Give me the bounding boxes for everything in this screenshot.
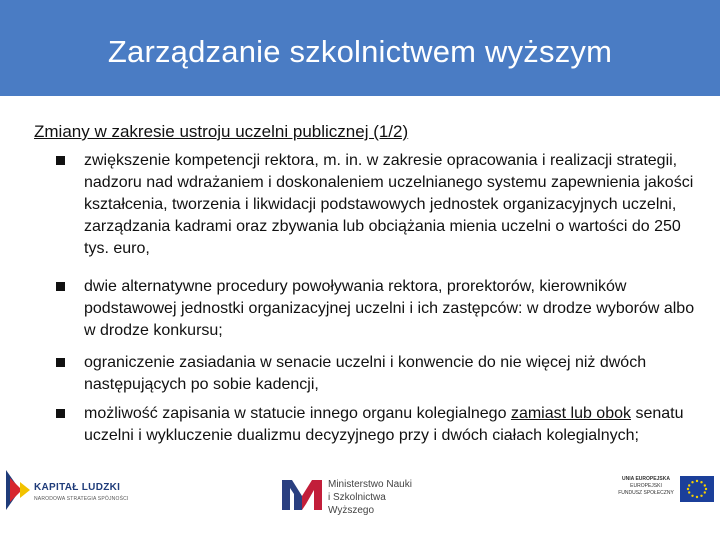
bullet-item [56, 276, 696, 342]
square-bullet-icon [56, 156, 65, 165]
eu-text [614, 476, 678, 497]
kapital-ludzki-logo [4, 468, 154, 524]
eu-logo [614, 474, 718, 520]
eu-flag-icon [680, 476, 714, 502]
ministry-line1: Ministerstwo Nauki [328, 479, 412, 490]
ministry-logo [282, 474, 422, 524]
kapital-ludzki-title: KAPITAŁ LUDZKI [34, 482, 121, 493]
square-bullet-icon [56, 282, 65, 291]
ministry-emblem-icon [282, 480, 322, 510]
footer-logos [0, 462, 720, 540]
kapital-ludzki-emblem-icon [4, 468, 32, 512]
ministry-text [328, 478, 422, 517]
slide-title: Zarządzanie szkolnictwem wyższym [107, 34, 613, 69]
eu-line1: UNIA EUROPEJSKA [622, 476, 670, 482]
bullet-item [56, 352, 696, 396]
kapital-ludzki-subtitle: NARODOWA STRATEGIA SPÓJNOŚCI [34, 496, 129, 502]
square-bullet-icon [56, 409, 65, 418]
bullet-text: zwiększenie kompetencji rektora, m. in. w zakresie opracowania i realizacji strategii, nadzoru nad wdrażaniem i doskonaleniem uczelnianego systemu zapewnienia jakości kształcenia, tworzenia i likwidacji podstawowych jednostek organizacyjnych uczelni, zarządzania kadrami oraz zbywania lub obciążania mienia uczelni o wartości do 250 tys. euro, [84, 152, 694, 257]
ministry-line2: i Szkolnictwa Wyższego [328, 492, 386, 516]
bullet-item [56, 403, 696, 447]
bullet-text: dwie alternatywne procedury powoływania rektora, prorektorów, kierowników podstawowej jednostki organizacyjnej uczelni i ich zastępców: w drodze wyborów albo w drodze konkursu; [84, 278, 695, 339]
section-subtitle: Zmiany w zakresie ustroju uczelni publicznej (1/2) [34, 122, 409, 141]
eu-line2: EUROPEJSKI [630, 483, 662, 489]
bullet-text [84, 403, 696, 447]
slide-header [0, 0, 720, 96]
eu-line3: FUNDUSZ SPOŁECZNY [618, 490, 674, 496]
bullet-text-part: senatu uczelni i wykluczenie dualizmu decyzyjnego przy i dwóch ciałach kolegialnych; [84, 405, 684, 444]
square-bullet-icon [56, 358, 65, 367]
bullet-item [56, 150, 696, 260]
bullet-text-part: możliwość zapisania w statucie innego organu kolegialnego [84, 405, 507, 422]
bullet-text: ograniczenie zasiadania w senacie uczelni i konwencie do nie więcej niż dwóch następujących po sobie kadencji, [84, 354, 647, 393]
underlined-phrase: zamiast lub obok [510, 405, 631, 422]
